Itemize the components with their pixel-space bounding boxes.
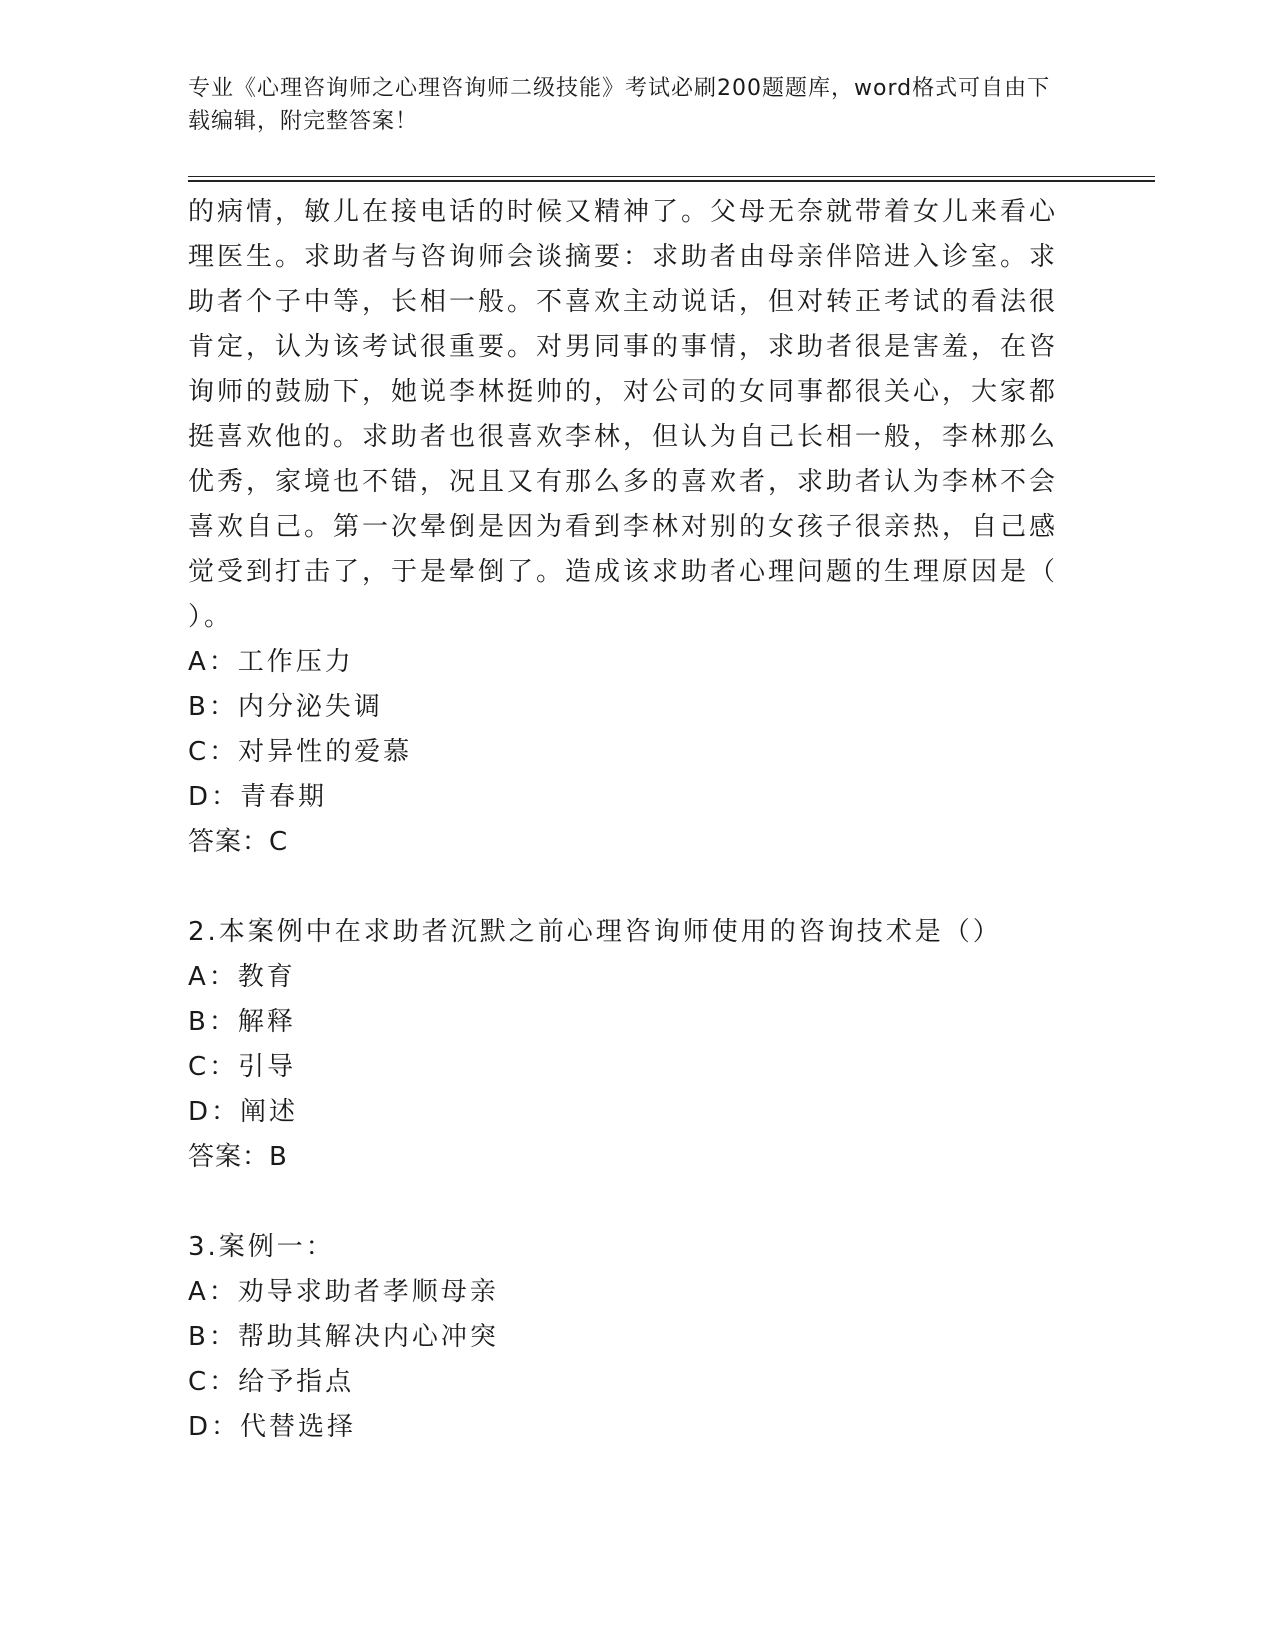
question-1-option-b: B：内分泌失调 (188, 692, 383, 722)
question-2 (188, 910, 1058, 1180)
question-3-option-b: B：帮助其解决内心冲突 (188, 1322, 499, 1352)
question-2-option-c: C：引导 (188, 1052, 297, 1082)
question-2-option-a: A：教育 (188, 962, 296, 992)
question-3-stem: 3.案例一： (188, 1232, 335, 1262)
question-1-answer: 答案：C (188, 827, 289, 857)
question-2-stem: 2.本案例中在求助者沉默之前心理咨询师使用的咨询技术是（） (188, 917, 1002, 947)
question-3 (188, 1225, 1058, 1450)
question-1 (188, 190, 1058, 865)
spacer (188, 865, 1058, 910)
question-content (188, 190, 1058, 1450)
question-1-option-d: D：青春期 (188, 782, 328, 812)
question-1-option-c: C：对异性的爱慕 (188, 737, 413, 767)
question-3-option-c: C：给予指点 (188, 1367, 355, 1397)
spacer (188, 1180, 1058, 1225)
header-divider-thick (188, 180, 1155, 182)
page-header: 专业《心理咨询师之心理咨询师二级技能》考试必刷200题题库，word格式可自由下载编辑，附完整答案！ (188, 76, 1051, 134)
header-divider-thin (188, 176, 1155, 177)
question-3-option-d: D：代替选择 (188, 1412, 357, 1442)
question-3-option-a: A：劝导求助者孝顺母亲 (188, 1277, 499, 1307)
question-2-option-d: D：阐述 (188, 1097, 299, 1127)
question-2-answer: 答案：B (188, 1142, 288, 1172)
question-2-option-b: B：解释 (188, 1007, 296, 1037)
question-1-stem: 的病情，敏儿在接电话的时候又精神了。父母无奈就带着女儿来看心理医生。求助者与咨询师会谈摘要：求助者由母亲伴陪进入诊室。求助者个子中等，长相一般。不喜欢主动说话，但对转正考试的看法很肯定，认为该考试很重要。对男同事的事情，求助者很是害羞，在咨询师的鼓励下，她说李林挺帅的，对公司的女同事都很关心，大家都挺喜欢他的。求助者也很喜欢李林，但认为自己长相一般，李林那么优秀，家境也不错，况且又有那么多的喜欢者，求助者认为李林不会喜欢自己。第一次晕倒是因为看到李林对别的女孩子很亲热，自己感觉受到打击了，于是晕倒了。造成该求助者心理问题的生理原因是（ ）。 (188, 197, 1059, 632)
question-1-option-a: A：工作压力 (188, 647, 354, 677)
